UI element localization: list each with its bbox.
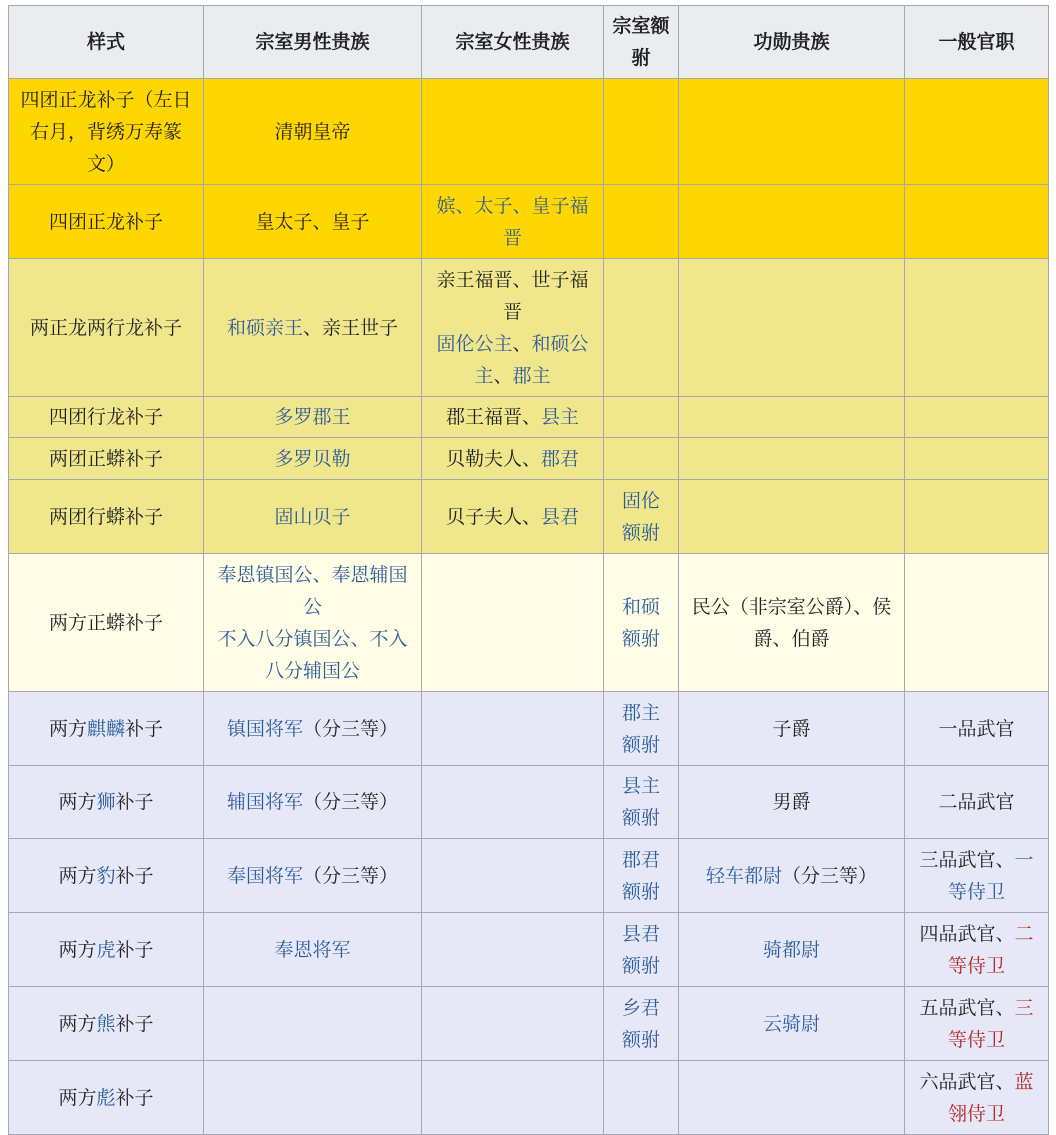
female-link[interactable]: 和硕公主: [474, 332, 589, 387]
table-row: [9, 913, 1049, 987]
header-merit-nobility: 功勋贵族: [679, 6, 905, 79]
merit-cell: [679, 259, 905, 397]
rank-badge-table: [8, 5, 1049, 1135]
merit-cell: [679, 185, 905, 259]
male-cell: [204, 1061, 422, 1135]
style-cell: 两团正蟒补子: [9, 438, 204, 480]
official-text: 五品武官、: [919, 996, 1015, 1019]
official-text: 四品武官、: [919, 922, 1015, 945]
merit-cell: [679, 1061, 905, 1135]
female-link[interactable]: 郡主: [512, 364, 551, 387]
header-style: 样式: [9, 6, 204, 79]
female-cell: [422, 79, 604, 185]
official-cell: [905, 692, 1049, 766]
official-cell: [905, 554, 1049, 692]
official-cell: [905, 438, 1049, 480]
official-cell: [905, 1061, 1049, 1135]
female-sep: 、: [512, 332, 532, 355]
official-link[interactable]: 一等侍卫: [947, 848, 1034, 903]
female-cell: [422, 554, 604, 692]
style-cell: 两团行蟒补子: [9, 480, 204, 554]
header-male-nobility: 宗室男性贵族: [204, 6, 422, 79]
efu-cell[interactable]: 郡主额驸: [604, 692, 679, 766]
merit-cell: 男爵: [679, 766, 905, 839]
merit-cell: [679, 397, 905, 438]
merit-cell: [679, 839, 905, 913]
female-cell: [422, 692, 604, 766]
male-text: 、亲王世子: [303, 316, 399, 339]
female-links: [432, 328, 593, 392]
female-cell: [422, 839, 604, 913]
male-cell: 皇太子、皇子: [204, 185, 422, 259]
style-text: 两方: [48, 717, 87, 740]
efu-cell[interactable]: 和硕额驸: [604, 554, 679, 692]
male-link[interactable]: 不入八分镇国公、不入八分辅国公: [217, 627, 408, 682]
male-link[interactable]: 多罗郡王: [204, 397, 422, 438]
female-text: 贝勒夫人、: [445, 447, 541, 470]
header-efu: 宗室额驸: [604, 6, 679, 79]
efu-cell: [604, 185, 679, 259]
merit-cell: 民公（非宗室公爵）、侯爵、伯爵: [679, 554, 905, 692]
table-row: [9, 79, 1049, 185]
female-link[interactable]: 固伦公主: [436, 332, 513, 355]
merit-cell: [679, 79, 905, 185]
style-link[interactable]: 豹: [96, 864, 116, 887]
official-cell: [905, 480, 1049, 554]
table-row: [9, 259, 1049, 397]
official-text: 三品武官、: [919, 848, 1015, 871]
male-link[interactable]: 多罗贝勒: [204, 438, 422, 480]
table-row: [9, 438, 1049, 480]
female-text: 贝子夫人、: [445, 505, 541, 528]
merit-text: （分三等）: [782, 864, 878, 887]
female-text: 郡王福晋、: [445, 406, 541, 428]
efu-cell: [604, 1061, 679, 1135]
style-cell: 四团行龙补子: [9, 397, 204, 438]
style-text: 补子: [115, 1012, 154, 1035]
style-cell: [9, 1061, 204, 1135]
female-link[interactable]: 郡君: [541, 447, 580, 470]
style-cell: 四团正龙补子: [9, 185, 204, 259]
style-cell: [9, 987, 204, 1061]
efu-cell[interactable]: 县主额驸: [604, 766, 679, 839]
female-cell: [422, 987, 604, 1061]
merit-cell: [679, 480, 905, 554]
style-text: 两方: [58, 938, 97, 961]
official-cell: [905, 839, 1049, 913]
merit-cell: [679, 438, 905, 480]
male-cell: [204, 839, 422, 913]
official-redlink[interactable]: 三等侍卫: [947, 996, 1034, 1051]
male-cell: [204, 987, 422, 1061]
merit-link[interactable]: 骑都尉: [679, 913, 905, 987]
style-text: 两方: [58, 1086, 97, 1109]
efu-cell: [604, 397, 679, 438]
style-cell: [9, 913, 204, 987]
header-female-nobility: 宗室女性贵族: [422, 6, 604, 79]
header-official: 一般官职: [905, 6, 1049, 79]
male-link[interactable]: 辅国将军: [226, 791, 303, 813]
male-cell: [204, 766, 422, 839]
table-row: [9, 692, 1049, 766]
official-cell: [905, 185, 1049, 259]
header-row: [9, 6, 1049, 79]
official-cell: [905, 397, 1049, 438]
male-cell: [204, 259, 422, 397]
female-cell: [422, 913, 604, 987]
style-cell: 两方正蟒补子: [9, 554, 204, 692]
style-text: 两方: [58, 1012, 97, 1035]
male-link[interactable]: 固山贝子: [204, 480, 422, 554]
style-cell: [9, 766, 204, 839]
style-text: 补子: [115, 864, 154, 887]
female-cell: [422, 1061, 604, 1135]
official-text: 一品武官: [938, 717, 1015, 740]
merit-cell: 子爵: [679, 692, 905, 766]
style-link[interactable]: 麒麟: [86, 717, 125, 740]
male-cell: [204, 692, 422, 766]
male-text: （分三等）: [303, 717, 399, 740]
merit-link[interactable]: 云骑尉: [679, 987, 905, 1061]
style-cell: 两正龙两行龙补子: [9, 259, 204, 397]
male-text: （分三等）: [303, 791, 399, 813]
style-cell: [9, 839, 204, 913]
style-text: 两方: [58, 864, 97, 887]
style-cell: 四团正龙补子（左日右月，背绣万寿篆文）: [9, 79, 204, 185]
female-sep: 、: [493, 364, 513, 387]
efu-cell[interactable]: 郡君额驸: [604, 839, 679, 913]
style-link[interactable]: 熊: [96, 1012, 116, 1035]
female-link[interactable]: 县君: [541, 505, 580, 528]
female-cell: [422, 766, 604, 839]
table-row: [9, 480, 1049, 554]
official-text: 六品武官、: [919, 1070, 1015, 1093]
female-cell: [422, 480, 604, 554]
table-row: [9, 1061, 1049, 1135]
female-text: 亲王福晋、世子福晋: [436, 268, 589, 323]
male-text: （分三等）: [303, 864, 399, 887]
style-text: 补子: [115, 938, 154, 961]
style-text: 补子: [115, 1086, 154, 1109]
official-text: 二品武官: [938, 791, 1015, 813]
official-cell: [905, 79, 1049, 185]
female-cell: [422, 438, 604, 480]
table-row: [9, 987, 1049, 1061]
efu-cell: [604, 438, 679, 480]
female-link[interactable]: 县主: [541, 406, 580, 428]
official-cell: [905, 913, 1049, 987]
style-link[interactable]: 彪: [96, 1086, 116, 1109]
male-link[interactable]: 镇国将军: [226, 717, 303, 740]
style-text: 补子: [115, 791, 154, 813]
style-text: 两方: [58, 791, 97, 813]
style-link[interactable]: 虎: [96, 938, 116, 961]
male-link[interactable]: 奉国将军: [226, 864, 303, 887]
table-row: [9, 185, 1049, 259]
male-link[interactable]: 奉恩将军: [204, 913, 422, 987]
efu-cell[interactable]: 乡君额驸: [604, 987, 679, 1061]
table-row: [9, 766, 1049, 839]
official-redlink[interactable]: 二等侍卫: [947, 922, 1034, 977]
official-cell: [905, 259, 1049, 397]
male-cell: 清朝皇帝: [204, 79, 422, 185]
efu-cell[interactable]: 固伦额驸: [604, 480, 679, 554]
merit-link[interactable]: 轻车都尉: [705, 864, 782, 887]
official-cell: [905, 987, 1049, 1061]
official-redlink[interactable]: 蓝翎侍卫: [947, 1070, 1034, 1125]
male-link[interactable]: 和硕亲王: [226, 316, 303, 339]
male-cell: [204, 554, 422, 692]
table-row: [9, 554, 1049, 692]
efu-cell[interactable]: 县君额驸: [604, 913, 679, 987]
efu-cell: [604, 79, 679, 185]
male-link[interactable]: 奉恩镇国公、奉恩辅国公: [217, 563, 408, 618]
table-row: [9, 839, 1049, 913]
female-cell: [422, 397, 604, 438]
official-cell: [905, 766, 1049, 839]
female-cell: 嫔、太子、皇子福晋: [422, 185, 604, 259]
female-cell: [422, 259, 604, 397]
efu-cell: [604, 259, 679, 397]
style-text: 补子: [125, 717, 164, 740]
style-link[interactable]: 狮: [96, 791, 116, 813]
style-cell: [9, 692, 204, 766]
table-row: [9, 397, 1049, 438]
